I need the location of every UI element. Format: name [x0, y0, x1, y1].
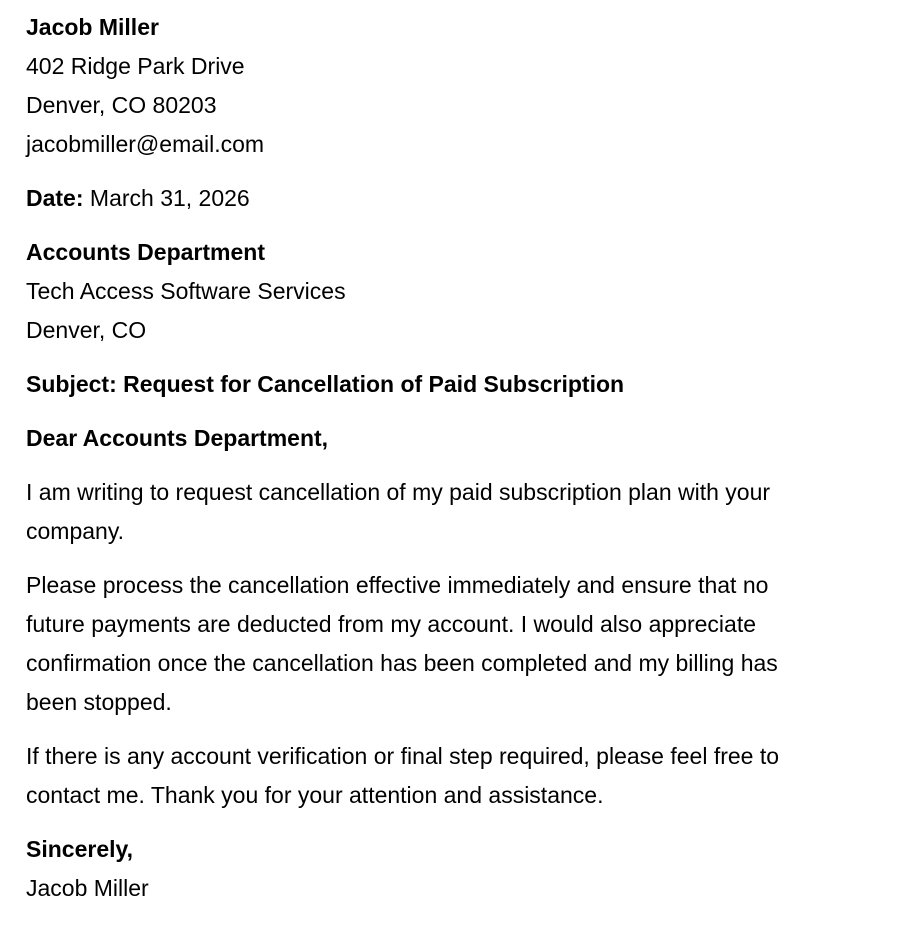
closing-block	[26, 830, 874, 908]
sender-block	[26, 8, 874, 164]
paragraph-line: future payments are deducted from my account. I would also appreciate	[26, 611, 757, 637]
recipient-block	[26, 233, 874, 350]
sender-address-line2: Denver, CO 80203	[26, 92, 217, 118]
sender-address-line1: 402 Ridge Park Drive	[26, 53, 245, 79]
date-label: Date:	[26, 185, 84, 211]
paragraph-line: confirmation once the cancellation has been completed and my billing has	[26, 650, 778, 676]
recipient-city: Denver, CO	[26, 317, 147, 343]
subject-line: Subject: Request for Cancellation of Paid Subscription	[26, 371, 625, 397]
paragraph-line: Please process the cancellation effective immediately and ensure that no	[26, 572, 769, 598]
paragraph-line: contact me. Thank you for your attention and assistance.	[26, 782, 604, 808]
salutation: Dear Accounts Department,	[26, 425, 329, 451]
body-paragraph-1	[26, 473, 874, 551]
signature: Jacob Miller	[26, 875, 149, 901]
body-paragraph-2	[26, 566, 874, 722]
sender-email: jacobmiller@email.com	[26, 131, 265, 157]
paragraph-line: If there is any account verification or final step required, please feel free to	[26, 743, 780, 769]
body-paragraph-3	[26, 737, 874, 815]
date-line	[26, 179, 874, 218]
sender-name: Jacob Miller	[26, 14, 159, 40]
date-value: March 31, 2026	[89, 185, 250, 211]
paragraph-line: company.	[26, 518, 125, 544]
paragraph-line: been stopped.	[26, 689, 172, 715]
recipient-company: Tech Access Software Services	[26, 278, 346, 304]
valediction: Sincerely,	[26, 836, 133, 862]
paragraph-line: I am writing to request cancellation of my paid subscription plan with your	[26, 479, 771, 505]
recipient-department: Accounts Department	[26, 239, 265, 265]
